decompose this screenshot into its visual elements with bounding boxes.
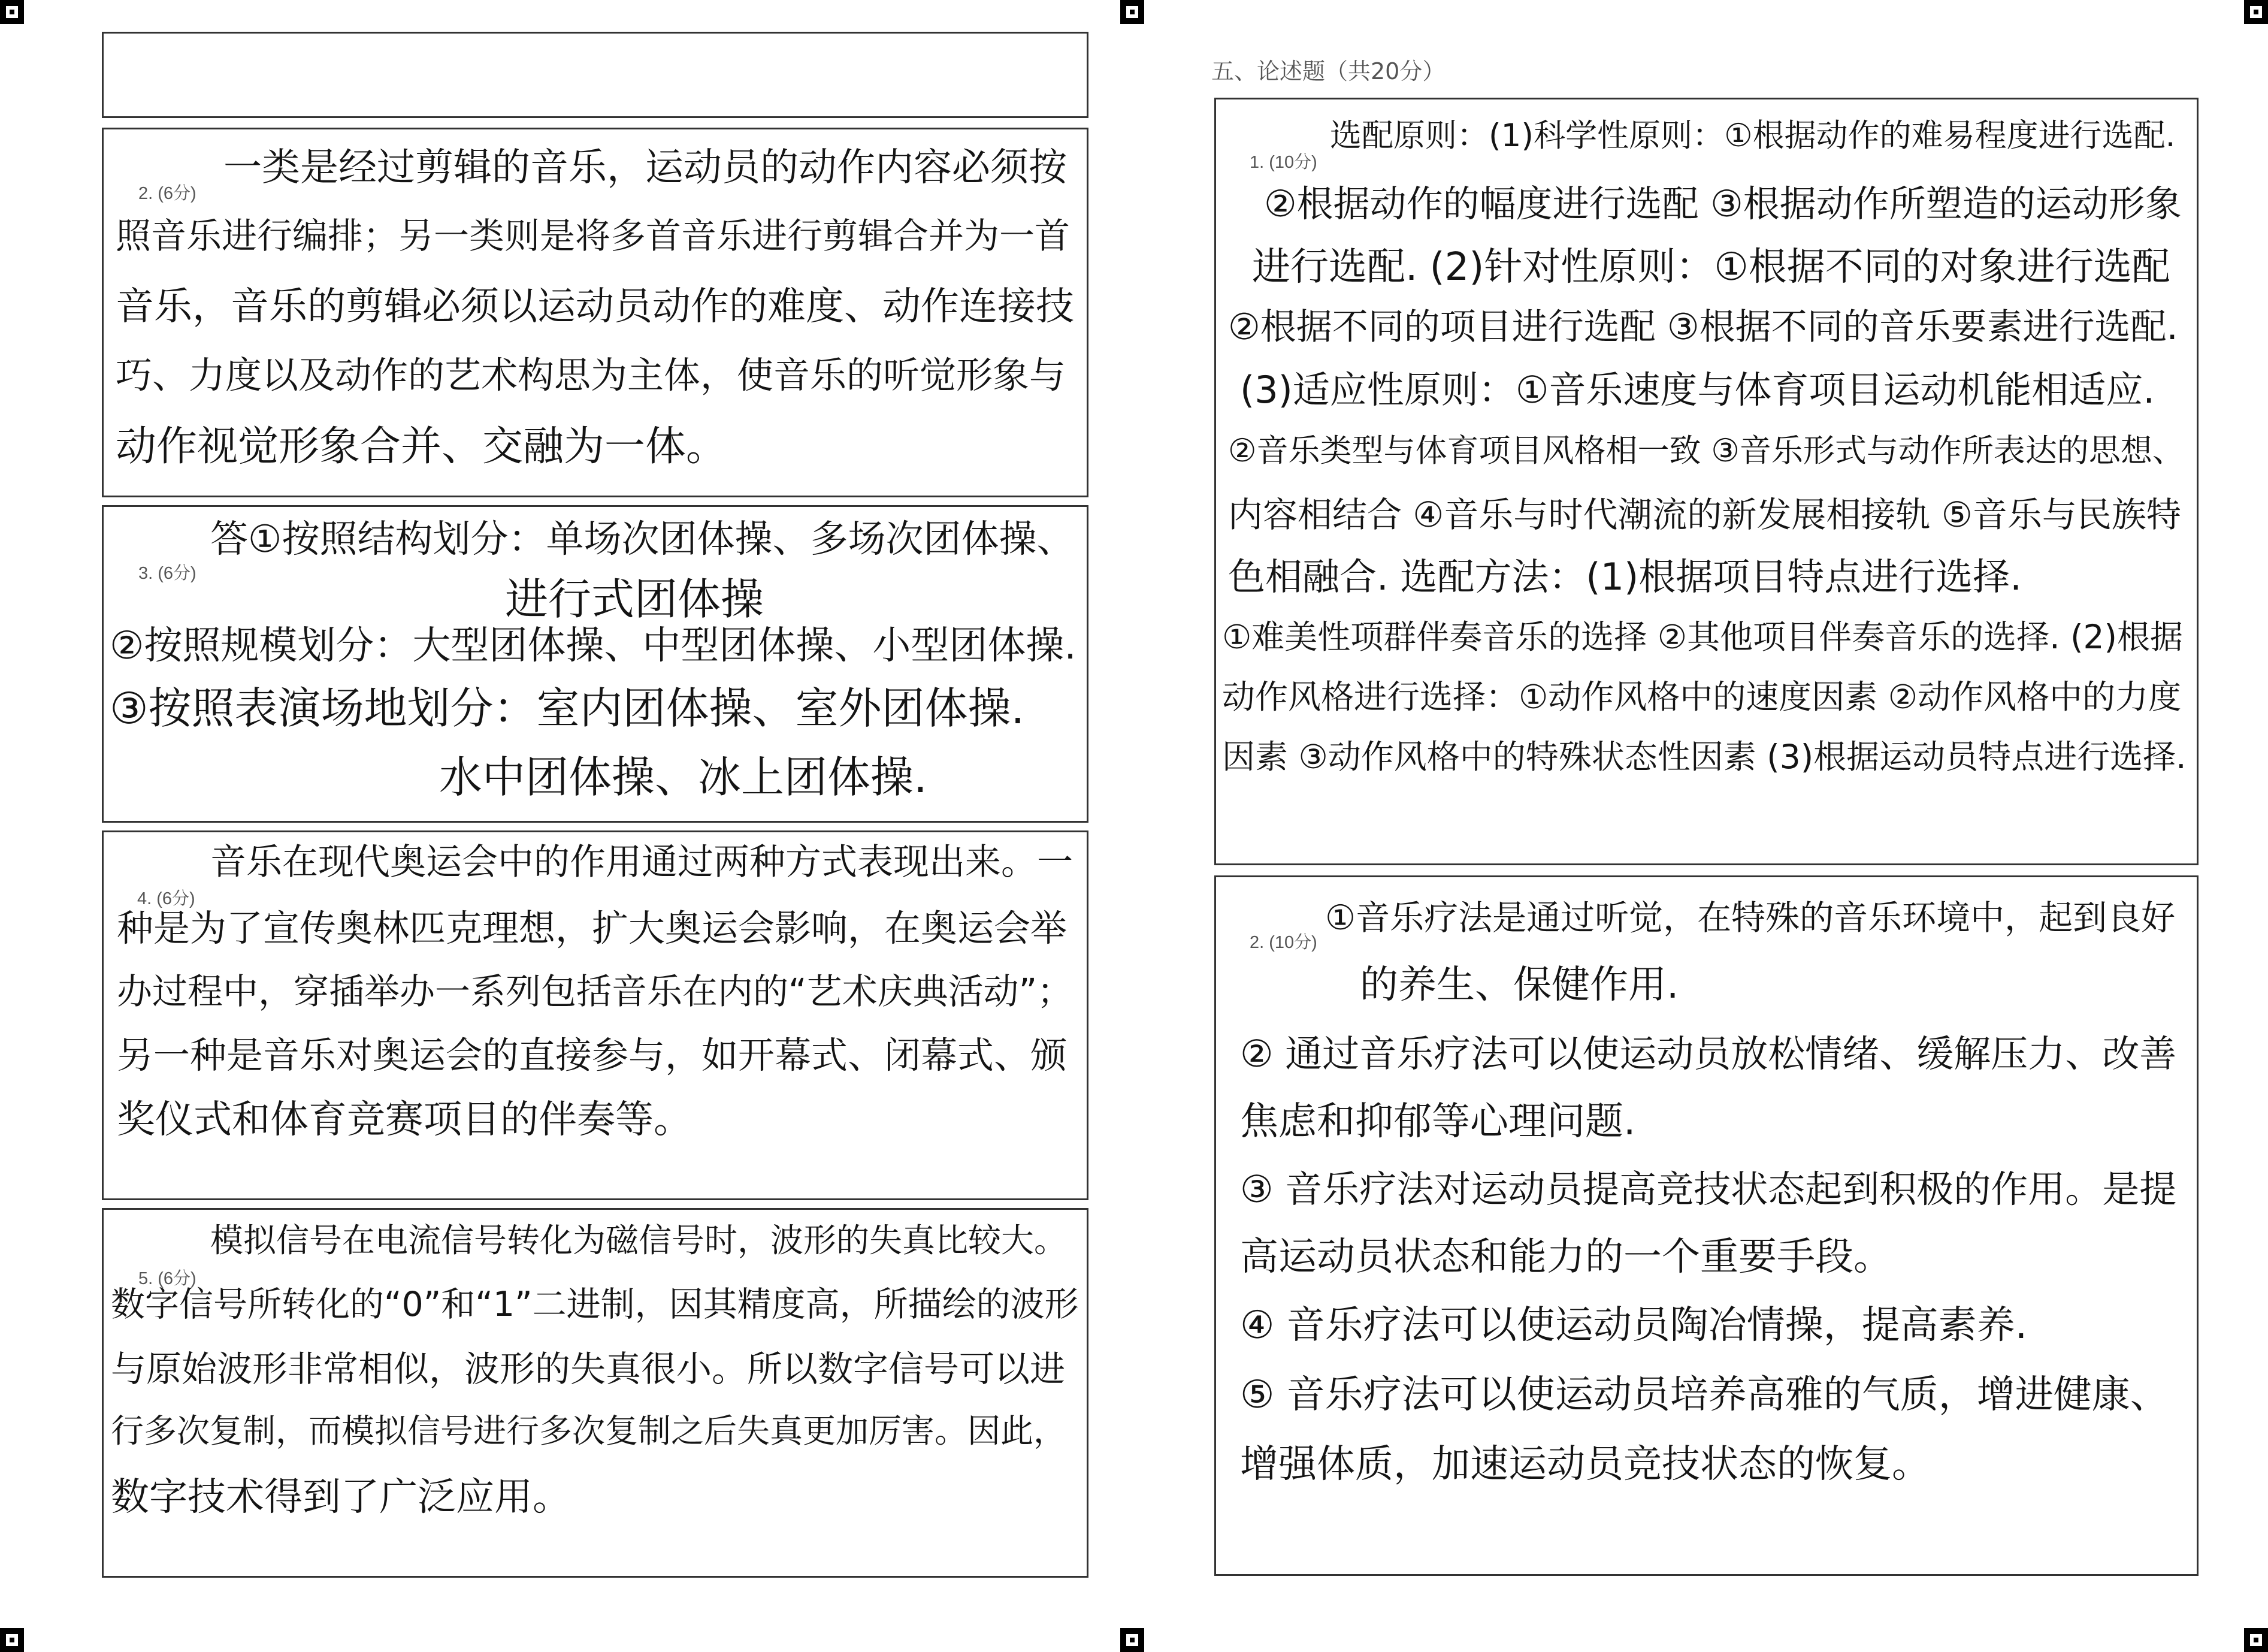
handwritten-line: ②根据不同的项目进行选配 ③根据不同的音乐要素进行选配. xyxy=(1228,306,2178,348)
handwritten-line: 高运动员状态和能力的一个重要手段。 xyxy=(1240,1235,1892,1279)
answer-box-q4-left xyxy=(102,830,1088,1200)
section-title: 五、论述题（共20分） xyxy=(1211,58,1446,84)
handwritten-line: ②根据动作的幅度进行选配 ③根据动作所塑造的运动形象 xyxy=(1264,183,2182,225)
handwritten-line: 与原始波形非常相似，波形的失真很小。所以数字信号可以进 xyxy=(111,1348,1066,1390)
handwritten-line: ④ 音乐疗法可以使运动员陶冶情操，提高素养. xyxy=(1240,1303,2028,1348)
handwritten-line: 进行式团体操 xyxy=(505,574,764,624)
answer-box-q1-right xyxy=(1214,98,2199,865)
handwritten-line: ②按照规模划分：大型团体操、中型团体操、小型团体操. xyxy=(110,624,1076,668)
handwritten-line: (3)适应性原则：①音乐速度与体育项目运动机能相适应. xyxy=(1240,368,2155,412)
handwritten-line: 色相融合. 选配方法：(1)根据项目特点进行选择. xyxy=(1228,555,2022,599)
handwritten-line: ③按照表演场地划分：室内团体操、室外团体操. xyxy=(110,683,1025,733)
handwritten-line: 答①按照结构划分：单场次团体操、多场次团体操、 xyxy=(210,517,1075,561)
handwritten-line: 行多次复制，而模拟信号进行多次复制之后失真更加厉害。因此， xyxy=(111,1412,1067,1450)
handwritten-line: 动作视觉形象合并、交融为一体。 xyxy=(116,423,727,470)
corner-marker-top-left xyxy=(0,0,24,24)
handwritten-line: 进行选配. (2)针对性原则：①根据不同的对象进行选配 xyxy=(1252,245,2170,289)
corner-marker-top-center xyxy=(1120,0,1144,24)
handwritten-line: 模拟信号在电流信号转化为磁信号时，波形的失真比较大。 xyxy=(210,1221,1068,1260)
handwritten-line: 内容相结合 ④音乐与时代潮流的新发展相接轨 ⑤音乐与民族特 xyxy=(1228,494,2181,535)
handwritten-line: ② 通过音乐疗法可以使运动员放松情绪、缓解压力、改善 xyxy=(1240,1032,2177,1076)
corner-marker-bottom-right xyxy=(2244,1628,2268,1652)
handwritten-line: 奖仪式和体育竞赛项目的伴奏等。 xyxy=(117,1098,692,1142)
handwritten-line: 因素 ③动作风格中的特殊状态性因素 (3)根据运动员特点进行选择. xyxy=(1222,738,2187,776)
handwritten-line: 音乐，音乐的剪辑必须以运动员动作的难度、动作连接技 xyxy=(116,285,1074,329)
answer-box-q3-left xyxy=(102,505,1088,823)
handwritten-line: 的养生、保健作用. xyxy=(1360,963,1679,1007)
handwritten-line: ③ 音乐疗法对运动员提高竞技状态起到积极的作用。是提 xyxy=(1240,1167,2177,1211)
answer-box-q5-left xyxy=(102,1208,1088,1578)
handwritten-line: 增强体质，加速运动员竞技状态的恢复。 xyxy=(1240,1442,1930,1487)
handwritten-line: 焦虑和抑郁等心理问题. xyxy=(1240,1100,1636,1144)
question-label: 3. (6分) xyxy=(138,564,196,583)
question-label: 4. (6分) xyxy=(137,889,195,908)
handwritten-line: 音乐在现代奥运会中的作用通过两种方式表现出来。一 xyxy=(210,841,1073,883)
handwritten-line: 选配原则：(1)科学性原则：①根据动作的难易程度进行选配. xyxy=(1330,117,2176,154)
handwritten-line: 数字技术得到了广泛应用。 xyxy=(111,1475,571,1520)
handwritten-line: ①难美性项群伴奏音乐的选择 ②其他项目伴奏音乐的选择. (2)根据 xyxy=(1222,618,2183,656)
handwritten-line: 数字信号所转化的“0”和“1”二进制，因其精度高，所描绘的波形 xyxy=(111,1285,1079,1324)
corner-marker-bottom-center xyxy=(1120,1628,1144,1652)
handwritten-line: ⑤ 音乐疗法可以使运动员培养高雅的气质，增进健康、 xyxy=(1240,1373,2169,1417)
handwritten-line: 种是为了宣传奥林匹克理想，扩大奥运会影响，在奥运会举 xyxy=(117,907,1068,950)
handwritten-line: ①音乐疗法是通过听觉，在特殊的音乐环境中，起到良好 xyxy=(1325,898,2176,938)
handwritten-line: 巧、力度以及动作的艺术构思为主体，使音乐的听觉形象与 xyxy=(116,354,1066,397)
empty-answer-box xyxy=(102,32,1088,118)
answer-box-q2-left xyxy=(102,128,1088,497)
handwritten-line: 办过程中，穿插举办一系列包括音乐在内的“艺术庆典活动”； xyxy=(117,971,1073,1012)
handwritten-line: ②音乐类型与体育项目风格相一致 ③音乐形式与动作所表达的思想、 xyxy=(1228,433,2184,469)
corner-marker-top-right xyxy=(2244,0,2268,24)
corner-marker-bottom-left xyxy=(0,1628,24,1652)
handwritten-line: 动作风格进行选择：①动作风格中的速度因素 ②动作风格中的力度 xyxy=(1222,678,2182,716)
answer-box-q2-right xyxy=(1214,875,2199,1576)
handwritten-line: 一类是经过剪辑的音乐，运动员的动作内容必须按 xyxy=(223,146,1067,190)
handwritten-line: 照音乐进行编排；另一类则是将多首音乐进行剪辑合并为一首 xyxy=(116,215,1071,256)
question-label: 5. (6分) xyxy=(138,1269,196,1288)
question-label: 1. (10分) xyxy=(1250,153,1317,172)
handwritten-line: 另一种是音乐对奥运会的直接参与，如开幕式、闭幕式、颁 xyxy=(117,1034,1068,1077)
question-label: 2. (10分) xyxy=(1250,933,1317,952)
handwritten-line: 水中团体操、冰上团体操. xyxy=(439,752,927,802)
question-label: 2. (6分) xyxy=(138,184,196,203)
